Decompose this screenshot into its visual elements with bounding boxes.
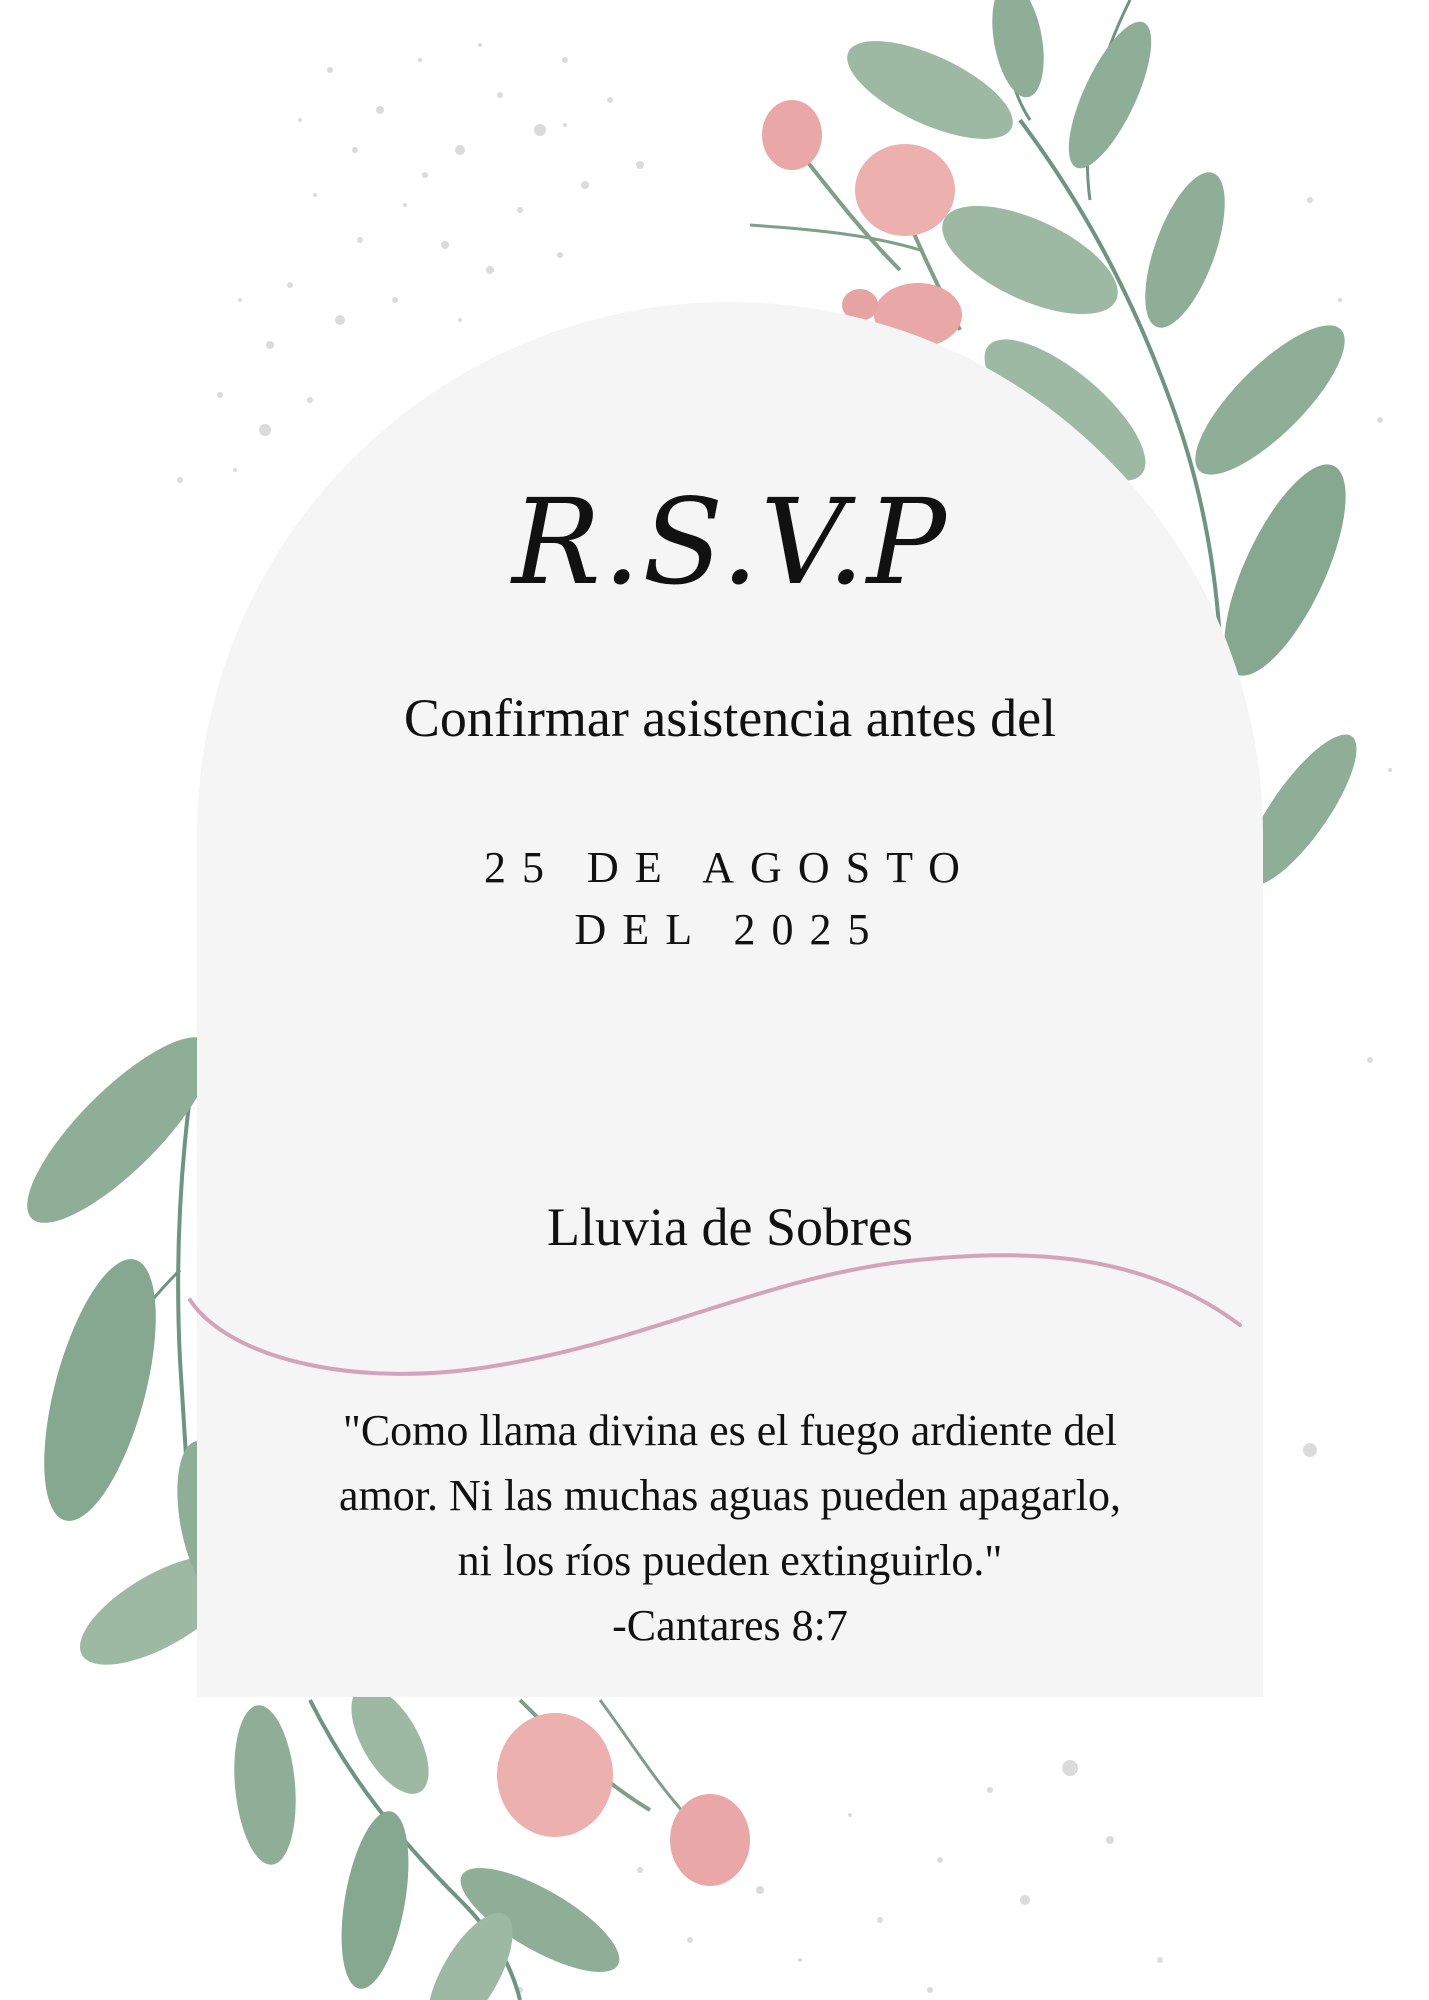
bible-quote [197, 1398, 1263, 1658]
confirm-text: Confirmar asistencia antes del [403, 688, 1057, 748]
quote-line-3: ni los ríos pueden extinguirlo." [457, 1536, 1003, 1585]
date-line-2: DEL 2025 [574, 905, 886, 954]
quote-line-1: "Como llama divina es el fuego ardiente del [342, 1406, 1118, 1455]
branch-bottom [228, 1674, 750, 2000]
event-name: Lluvia de Sobres [547, 1197, 913, 1257]
deadline-date [197, 837, 1263, 961]
rsvp-title: R.S.V.P [512, 473, 948, 611]
quote-source: -Cantares 8:7 [612, 1601, 848, 1650]
quote-line-2: amor. Ni las muchas aguas pueden apagarlo, [339, 1471, 1121, 1520]
date-line-1: 25 DE AGOSTO [484, 843, 976, 892]
